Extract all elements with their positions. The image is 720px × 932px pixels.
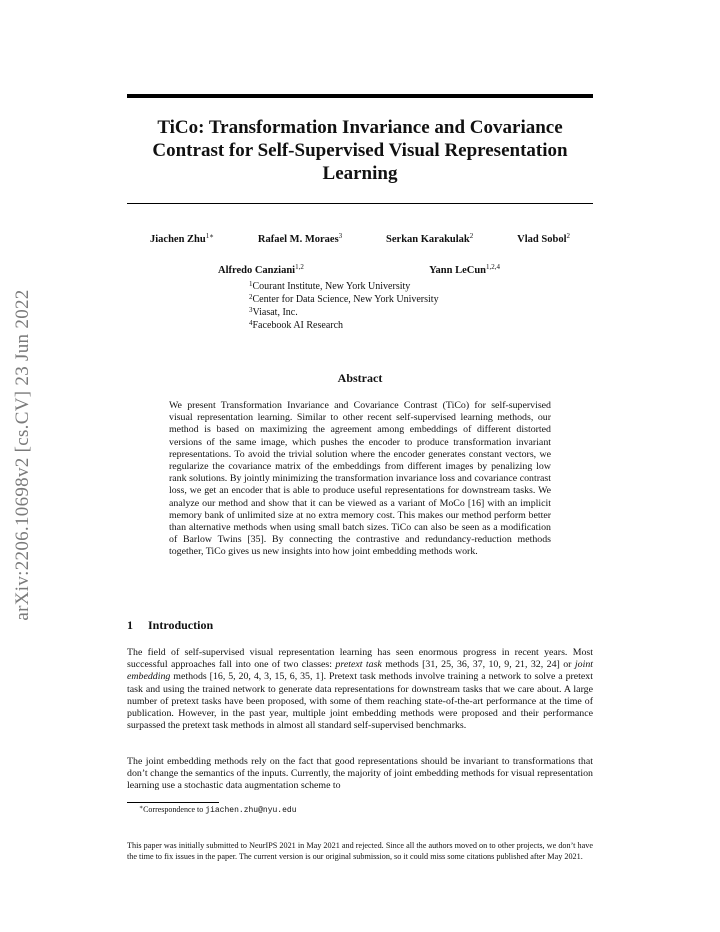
author: Alfredo Canziani$^{1,2}$ <box>218 263 304 276</box>
affiliation: $^4$Facebook AI Research <box>249 319 344 331</box>
arxiv-identifier: arXiv:2206.10698v2 [cs.CV] 23 Jun 2022 <box>12 289 33 621</box>
affiliation: $^2$Center for Data Science, New York University <box>249 293 439 305</box>
footnote-rule <box>127 802 219 803</box>
abstract-text: We present Transformation Invariance and Covariance Contrast (TiCo) for self-supervised visual representation learning. Similar to other recent self-supervised learning methods, our method is based on maximizing the agreement among embeddings of different distorted versions of the same image, which pushes the encoder to produce transformation invariant representations. To avoid the trivial solution where the encoder generates constant vectors, we regularize the covariance matrix of the embeddings from different images by penalizing low rank solutions. By jointly minimizing the transformation invariance loss and covariance contrast loss, we get an encoder that is able to produce useful representations for downstream tasks. We analyze our method and show that it can be viewed as a variant of MoCo [16] with an implicit memory bank of unlimited size at no extra memory cost. This makes our method perform better than alternative methods when using small batch sizes. TiCo can also be seen as a modification of Barlow Twins [35]. By connecting the contrastive and redundancy-reduction methods together, TiCo gives us new insights into how joint embedding methods work. <box>169 400 551 558</box>
affiliation: $^3$Viasat, Inc. <box>249 306 298 318</box>
intro-paragraph-1: The field of self-supervised visual representation learning has seen enormous progress in recent years. Most successful approaches fall into one of two classes: pretext task methods [31, 25, 36, 37, 10, 9, 21, 32, 24] or joint embedding methods [16, 5, 20, 4, 3, 15, 6, 35, 1]. Pretext task methods involve training a network to solve a pretext task and using the trained network to generate data representations for downstream tasks that we care about. A large number of pretext tasks have been proposed, with some of them reaching state-of-the-art performance at the time of publication. However, in the past year, multiple joint embedding methods were proposed and their performance surpassed the pretext task methods in almost all standard self-supervised benchmarks. <box>127 647 593 732</box>
author-list-row-1 <box>150 234 570 245</box>
arxiv-sidebar <box>0 250 46 660</box>
author: Jiachen Zhu$^{1∗}$ <box>150 232 214 245</box>
affiliations <box>249 280 439 332</box>
footnote: ∗Correspondence to jiachen.zhu@nyu.edu <box>139 805 297 815</box>
submission-note: This paper was initially submitted to NeurIPS 2021 in May 2021 and rejected. Since all the authors moved on to other projects, we don’t have the time to fix issues in the paper. The current version is our original submission, so it could miss some citations published after May 2021. <box>127 841 593 862</box>
affiliation: $^1$Courant Institute, New York University <box>249 280 411 292</box>
author-list-row-2 <box>218 265 500 276</box>
title-top-rule <box>127 94 593 98</box>
section-number: 1 <box>127 618 133 632</box>
correspondence-email: jiachen.zhu@nyu.edu <box>205 806 297 815</box>
section-title: Introduction <box>148 618 214 632</box>
author: Serkan Karakulak$^2$ <box>386 232 474 245</box>
intro-paragraph-2: The joint embedding methods rely on the fact that good representations should be invariant to transformations that don’t change the semantics of the inputs. Currently, the majority of joint embedding methods for visual representation learning use a stochastic data augmentation scheme to <box>127 756 593 792</box>
abstract-heading: Abstract <box>337 371 383 385</box>
author: Rafael M. Moraes$^3$ <box>257 232 343 245</box>
section-heading <box>127 618 213 633</box>
paper-title: TiCo: Transformation Invariance and Covariance Contrast for Self-Supervised Visual Representation Learning <box>152 117 568 184</box>
title-bottom-rule <box>127 203 593 204</box>
author: Vlad Sobol$^2$ <box>517 232 570 245</box>
author: Yann LeCun$^{1,2,4}$ <box>429 263 500 276</box>
